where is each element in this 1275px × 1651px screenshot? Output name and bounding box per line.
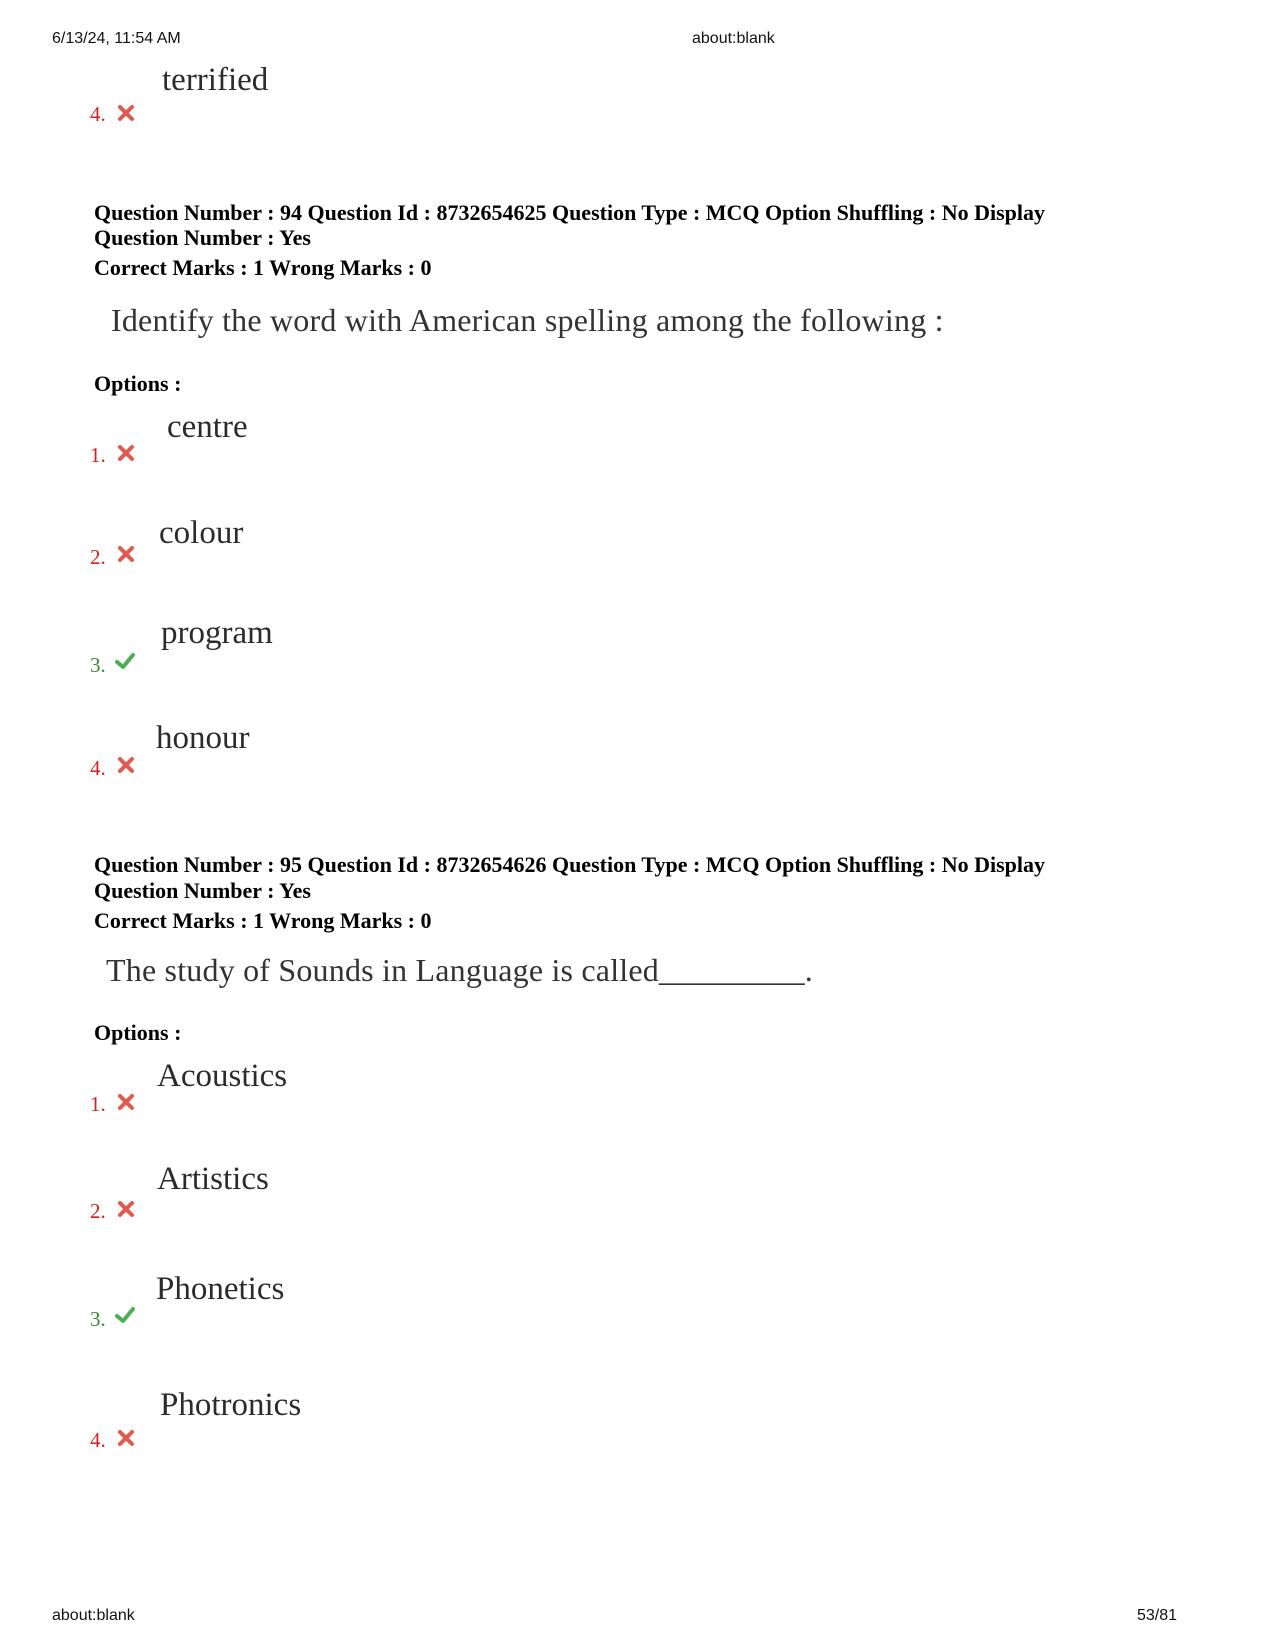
check-icon [114, 1304, 136, 1326]
cross-icon [115, 442, 137, 464]
option-text: centre [167, 409, 248, 445]
option-number: 1. [90, 1092, 106, 1116]
cross-icon [115, 1198, 137, 1220]
question-meta: Question Number : 95 Question Id : 8732654626 Question Type : MCQ Option Shuffling : No Display [94, 852, 1046, 877]
option-number: 2. [90, 1199, 106, 1223]
option-number: 4. [90, 756, 106, 780]
options-label: Options : [94, 371, 182, 396]
check-icon [114, 650, 136, 672]
print-timestamp: 6/13/24, 11:54 AM [52, 30, 181, 47]
question-meta: Question Number : Yes [94, 878, 311, 903]
question-meta: Question Number : 94 Question Id : 8732654625 Question Type : MCQ Option Shuffling : No Display [94, 200, 1046, 225]
options-label: Options : [94, 1020, 182, 1045]
option-number: 4. [90, 102, 106, 126]
option-number: 4. [90, 1428, 106, 1452]
question-text: Identify the word with American spelling among the following : [111, 302, 944, 338]
option-number: 1. [90, 443, 106, 467]
question-text: The study of Sounds in Language is called_________. [106, 952, 813, 988]
page-number: 53/81 [1136, 1607, 1177, 1624]
option-text: terrified [162, 62, 269, 98]
question-meta: Question Number : Yes [94, 225, 311, 250]
option-number: 3. [90, 1307, 106, 1331]
print-footer-url: about:blank [52, 1607, 135, 1624]
option-number: 2. [90, 545, 106, 569]
cross-icon [115, 102, 137, 124]
question-marks: Correct Marks : 1 Wrong Marks : 0 [94, 255, 432, 280]
print-url: about:blank [692, 30, 775, 47]
option-text: Acoustics [157, 1058, 288, 1094]
cross-icon [115, 754, 137, 776]
question-marks: Correct Marks : 1 Wrong Marks : 0 [94, 908, 432, 933]
option-text: program [161, 615, 273, 651]
option-text: Artistics [157, 1161, 269, 1197]
cross-icon [115, 1091, 137, 1113]
option-text: colour [159, 515, 244, 551]
cross-icon [115, 1427, 137, 1449]
option-text: Phonetics [156, 1271, 285, 1307]
option-number: 3. [90, 653, 106, 677]
cross-icon [115, 543, 137, 565]
option-text: Photronics [160, 1387, 302, 1423]
option-text: honour [156, 720, 250, 756]
